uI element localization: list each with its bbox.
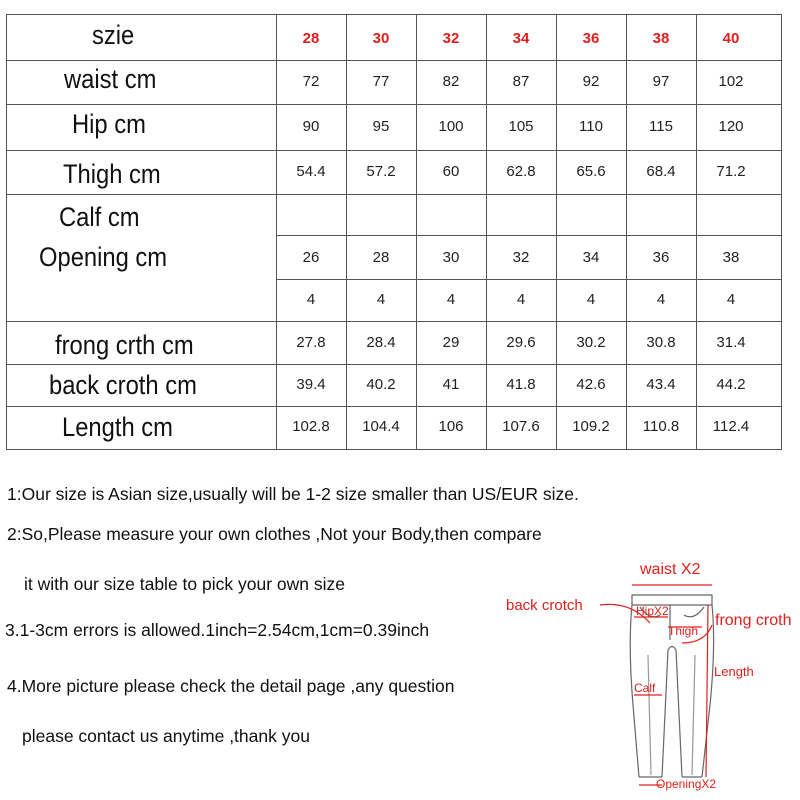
cell-length-38: 110.8	[642, 418, 680, 435]
cell-opening-30: 28	[372, 249, 390, 266]
cell-thigh-32: 60	[442, 163, 460, 180]
cell-waist-34: 87	[512, 73, 530, 90]
cell-hip-34: 105	[508, 118, 534, 135]
cell-hip-38: 115	[649, 118, 673, 135]
size-36: 36	[582, 30, 600, 47]
row-label-calf: Calf cm	[59, 202, 140, 232]
cell-opening-38: 36	[652, 249, 670, 266]
diagram-label-front-crotch: frong croth	[715, 612, 792, 629]
cell-thigh-28: 54.4	[296, 163, 326, 180]
table-border-left	[6, 14, 7, 450]
cell-waist-36: 92	[582, 73, 600, 90]
diagram-label-waist: waist X2	[640, 561, 701, 578]
table-border-top	[6, 14, 782, 15]
cell-length-32: 106	[438, 418, 464, 435]
cell-opening-34: 32	[512, 249, 530, 266]
diagram-label-length: Length	[714, 664, 754, 679]
note-4: 3.1-3cm errors is allowed.1inch=2.54cm,1cm=0.39inch	[5, 620, 430, 640]
header-label: szie	[92, 20, 135, 50]
table-rule	[6, 364, 782, 365]
cell-thigh-34: 62.8	[506, 163, 536, 180]
cell-opening-32: 30	[442, 249, 460, 266]
cell-extra-38: 4	[656, 291, 666, 308]
row-label-waist: waist cm	[64, 64, 157, 94]
pants-outline-icon	[500, 555, 800, 800]
row-label-front-crotch: frong crth cm	[55, 330, 194, 360]
size-32: 32	[442, 30, 460, 47]
cell-thigh-38: 68.4	[646, 163, 676, 180]
size-34: 34	[512, 30, 530, 47]
cell-length-30: 104.4	[362, 418, 400, 435]
cell-opening-36: 34	[582, 249, 600, 266]
cell-front-crotch-40: 31.4	[716, 334, 746, 351]
cell-hip-36: 110	[579, 118, 603, 135]
cell-extra-40: 4	[726, 291, 736, 308]
cell-back-crotch-30: 40.2	[366, 376, 396, 393]
cell-length-34: 107.6	[502, 418, 540, 435]
diagram-label-hip: HipX2	[636, 604, 669, 618]
cell-front-crotch-34: 29.6	[506, 334, 536, 351]
cell-extra-28: 4	[306, 291, 316, 308]
cell-waist-30: 77	[372, 73, 390, 90]
size-38: 38	[652, 30, 670, 47]
note-1: 1:Our size is Asian size,usually will be 1-2 size smaller than US/EUR size.	[7, 484, 579, 504]
diagram-label-calf: Calf	[634, 681, 656, 695]
cell-thigh-30: 57.2	[366, 163, 396, 180]
table-border-bottom	[6, 449, 782, 450]
table-rule	[6, 194, 782, 195]
size-28: 28	[302, 30, 320, 47]
cell-front-crotch-32: 29	[442, 334, 460, 351]
table-rule	[276, 279, 782, 280]
cell-back-crotch-32: 41	[442, 376, 460, 393]
cell-extra-34: 4	[516, 291, 526, 308]
cell-extra-32: 4	[446, 291, 456, 308]
cell-length-36: 109.2	[572, 418, 610, 435]
pants-diagram	[500, 555, 800, 800]
table-rule	[6, 104, 782, 105]
table-rule	[276, 235, 782, 236]
note-3: it with our size table to pick your own size	[24, 574, 345, 594]
cell-front-crotch-36: 30.2	[576, 334, 606, 351]
cell-back-crotch-40: 44.2	[716, 376, 746, 393]
cell-front-crotch-28: 27.8	[296, 334, 326, 351]
cell-back-crotch-36: 42.6	[576, 376, 606, 393]
cell-opening-28: 26	[302, 249, 320, 266]
cell-hip-40: 120	[718, 118, 744, 135]
row-label-length: Length cm	[62, 412, 173, 442]
size-30: 30	[372, 30, 390, 47]
cell-opening-40: 38	[722, 249, 740, 266]
cell-waist-28: 72	[302, 73, 320, 90]
diagram-label-opening: OpeningX2	[656, 777, 717, 791]
row-label-thigh: Thigh cm	[63, 159, 161, 189]
table-rule	[6, 321, 782, 322]
diagram-label-thigh: Thigh	[668, 624, 699, 638]
note-5: 4.More picture please check the detail page ,any question	[7, 676, 455, 696]
cell-length-28: 102.8	[292, 418, 330, 435]
cell-waist-32: 82	[442, 73, 460, 90]
diagram-label-back-crotch: back crotch	[506, 597, 583, 614]
cell-extra-36: 4	[586, 291, 596, 308]
size-table	[6, 14, 782, 450]
table-border-right	[781, 14, 782, 450]
row-label-back-crotch: back croth cm	[49, 370, 197, 400]
cell-front-crotch-30: 28.4	[366, 334, 396, 351]
cell-hip-28: 90	[302, 118, 320, 135]
row-label-hip: Hip cm	[72, 109, 146, 139]
cell-waist-38: 97	[652, 73, 670, 90]
size-40: 40	[722, 30, 740, 47]
cell-extra-30: 4	[376, 291, 386, 308]
cell-back-crotch-34: 41.8	[506, 376, 536, 393]
row-label-opening: Opening cm	[39, 242, 168, 272]
cell-hip-32: 100	[438, 118, 464, 135]
cell-waist-40: 102	[718, 73, 744, 90]
cell-back-crotch-38: 43.4	[646, 376, 676, 393]
cell-length-40: 112.4	[712, 418, 750, 435]
note-6: please contact us anytime ,thank you	[22, 726, 310, 746]
cell-front-crotch-38: 30.8	[646, 334, 676, 351]
cell-hip-30: 95	[372, 118, 390, 135]
cell-thigh-36: 65.6	[576, 163, 606, 180]
cell-back-crotch-28: 39.4	[296, 376, 326, 393]
table-rule	[6, 406, 782, 407]
note-2: 2:So,Please measure your own clothes ,Not your Body,then compare	[7, 524, 542, 544]
table-rule	[6, 150, 782, 151]
table-rule	[6, 60, 782, 61]
cell-thigh-40: 71.2	[716, 163, 746, 180]
